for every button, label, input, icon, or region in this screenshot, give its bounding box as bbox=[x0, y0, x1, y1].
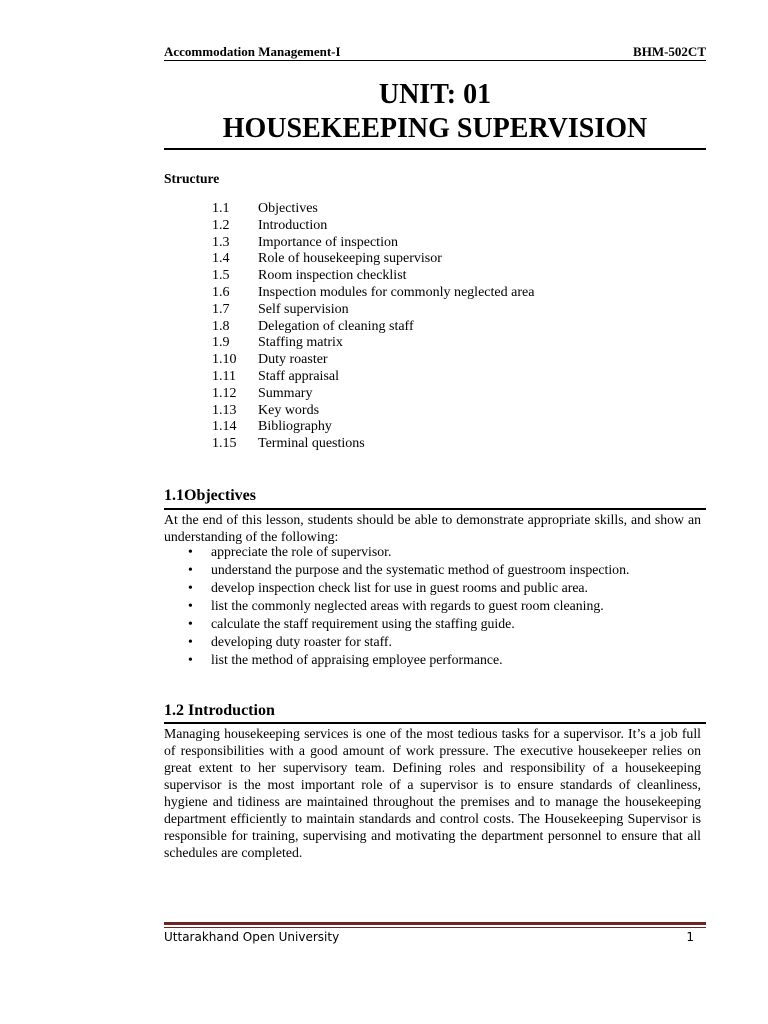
structure-item-number: 1.13 bbox=[212, 402, 237, 418]
objectives-heading: 1.1Objectives bbox=[164, 487, 256, 504]
structure-item-number: 1.10 bbox=[212, 352, 237, 368]
structure-item-label: Importance of inspection bbox=[258, 234, 398, 250]
structure-label: Structure bbox=[164, 171, 220, 186]
structure-item-number: 1.3 bbox=[212, 234, 230, 250]
bullet-icon: • bbox=[188, 580, 193, 595]
structure-item bbox=[212, 218, 692, 235]
unit-title: HOUSEKEEPING SUPERVISION bbox=[222, 113, 648, 144]
objectives-rule bbox=[164, 508, 706, 510]
structure-item-number: 1.12 bbox=[212, 385, 237, 401]
bullet-icon: • bbox=[188, 562, 193, 577]
structure-item-label: Staff appraisal bbox=[258, 368, 339, 384]
structure-item-label: Room inspection checklist bbox=[258, 268, 407, 284]
objective-text: appreciate the role of supervisor. bbox=[211, 544, 392, 559]
objective-item bbox=[164, 543, 706, 561]
structure-item-label: Terminal questions bbox=[258, 436, 365, 452]
structure-item bbox=[212, 352, 692, 369]
objective-item bbox=[164, 561, 706, 579]
page-number: 1 bbox=[686, 930, 694, 944]
structure-item bbox=[212, 251, 692, 268]
objective-item bbox=[164, 579, 706, 597]
structure-item-number: 1.5 bbox=[212, 268, 230, 284]
unit-number: UNIT: 01 bbox=[378, 79, 492, 110]
objective-text: list the commonly neglected areas with regards to guest room cleaning. bbox=[211, 598, 604, 613]
structure-item bbox=[212, 386, 692, 403]
bullet-icon: • bbox=[188, 544, 193, 559]
structure-item-number: 1.9 bbox=[212, 335, 230, 351]
structure-item bbox=[212, 201, 692, 218]
objective-text: list the method of appraising employee performance. bbox=[211, 652, 503, 667]
structure-item-number: 1.6 bbox=[212, 284, 230, 300]
structure-item-label: Role of housekeeping supervisor bbox=[258, 251, 442, 267]
structure-item-label: Inspection modules for commonly neglected area bbox=[258, 284, 535, 300]
objective-text: developing duty roaster for staff. bbox=[211, 634, 392, 649]
structure-item-label: Key words bbox=[258, 402, 320, 418]
structure-item-label: Introduction bbox=[258, 217, 328, 233]
objective-item bbox=[164, 615, 706, 633]
structure-item-number: 1.11 bbox=[212, 368, 236, 384]
bullet-icon: • bbox=[188, 598, 193, 613]
bullet-icon: • bbox=[188, 616, 193, 631]
bullet-icon: • bbox=[188, 652, 193, 667]
objective-item bbox=[164, 633, 706, 651]
objective-item bbox=[164, 651, 706, 669]
course-code: BHM-502CT bbox=[633, 44, 706, 59]
introduction-body: Managing housekeeping services is one of the most tedious tasks for a supervisor. It’s a job full of responsibilities with a good amount of work pressure. The executive housekeeper relies on great extent to her supervisory team. Defining roles and responsibility of a housekeeping supervisor is the most important role of a supervisor is to ensure standards of cleanliness, hygiene and tidiness are maintained throughout the premises and to manage the housekeeping department efficiently to maintain standards and control costs. The Housekeeping Supervisor is responsible for training, supervising and motivating the department personnel to ensure that all schedules are completed. bbox=[164, 726, 701, 860]
structure-item-label: Staffing matrix bbox=[258, 335, 343, 351]
structure-item-label: Duty roaster bbox=[258, 352, 328, 368]
structure-item-label: Self supervision bbox=[258, 301, 349, 317]
footer-rule bbox=[164, 922, 706, 925]
structure-item-label: Delegation of cleaning staff bbox=[258, 318, 414, 334]
structure-item bbox=[212, 436, 692, 453]
structure-item bbox=[212, 268, 692, 285]
structure-item-label: Objectives bbox=[258, 201, 318, 216]
objectives-intro: At the end of this lesson, students should be able to demonstrate appropriate skills, and show an understanding of the following: bbox=[164, 512, 701, 544]
structure-item-label: Bibliography bbox=[258, 419, 332, 435]
structure-item-number: 1.7 bbox=[212, 301, 230, 317]
structure-item bbox=[212, 235, 692, 252]
structure-item bbox=[212, 319, 692, 336]
objectives-list bbox=[164, 543, 706, 669]
structure-item bbox=[212, 419, 692, 436]
introduction-heading: 1.2 Introduction bbox=[164, 702, 275, 719]
objective-text: understand the purpose and the systematic method of guestroom inspection. bbox=[211, 562, 630, 577]
page-footer bbox=[164, 930, 694, 946]
page-header bbox=[164, 44, 706, 60]
structure-item bbox=[212, 369, 692, 386]
structure-item-number: 1.1 bbox=[212, 201, 230, 216]
structure-item-number: 1.4 bbox=[212, 251, 230, 267]
structure-item bbox=[212, 335, 692, 352]
introduction-rule bbox=[164, 722, 706, 724]
title-rule bbox=[164, 148, 706, 150]
structure-item-number: 1.15 bbox=[212, 436, 237, 452]
structure-item bbox=[212, 285, 692, 302]
objective-item bbox=[164, 597, 706, 615]
objective-text: develop inspection check list for use in guest rooms and public area. bbox=[211, 580, 589, 595]
footer-rule-thin bbox=[164, 927, 706, 928]
university-name: Uttarakhand Open University bbox=[164, 930, 340, 944]
structure-item bbox=[212, 302, 692, 319]
structure-item-number: 1.8 bbox=[212, 318, 230, 334]
course-title: Accommodation Management-I bbox=[164, 44, 341, 59]
structure-item bbox=[212, 403, 692, 420]
structure-item-label: Summary bbox=[258, 385, 313, 401]
structure-list bbox=[212, 201, 692, 453]
header-rule bbox=[164, 60, 706, 61]
objective-text: calculate the staff requirement using the staffing guide. bbox=[211, 616, 515, 631]
structure-item-number: 1.2 bbox=[212, 217, 230, 233]
bullet-icon: • bbox=[188, 634, 193, 649]
structure-item-number: 1.14 bbox=[212, 419, 237, 435]
